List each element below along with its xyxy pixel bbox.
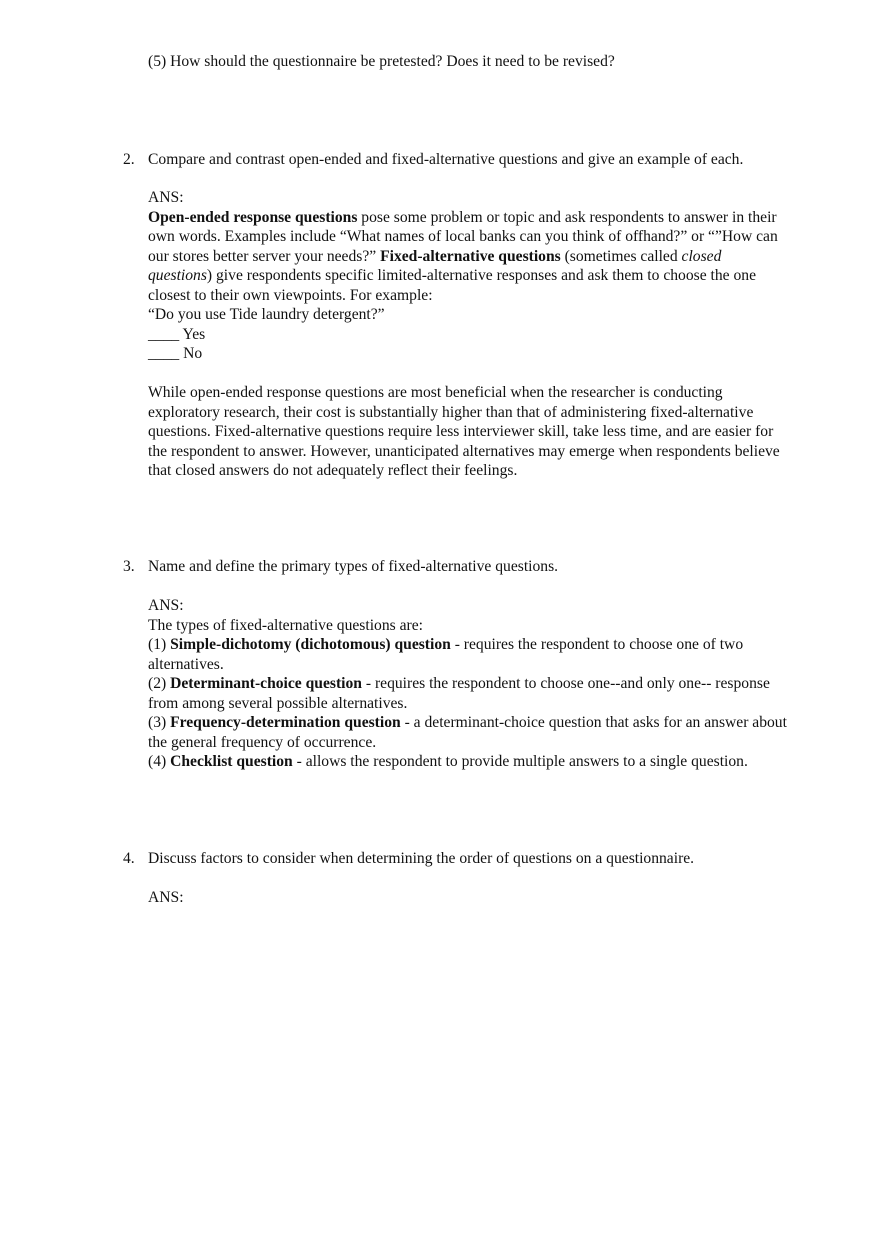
q4-answer-block <box>148 888 184 908</box>
text-segment: - requires the respondent to choose one of two <box>450 636 744 653</box>
text-line <box>148 286 778 306</box>
text-line <box>148 422 780 442</box>
text-segment: closest to their own viewpoints. For example: <box>148 286 433 304</box>
italic-text: closed <box>681 247 722 265</box>
text-line <box>148 325 778 345</box>
text-segment: While open-ended response questions are most beneficial when the researcher is conducting <box>148 384 723 401</box>
text-segment: (3) <box>148 714 171 731</box>
text-segment: - allows the respondent to provide multiple answers to a single question. <box>292 753 748 770</box>
text-line <box>148 383 780 403</box>
text-segment: exploratory research, their cost is substantially higher than that of administering fixed-alternative <box>148 403 754 421</box>
text-segment: ANS: <box>148 189 184 206</box>
text-segment: (1) <box>148 636 171 653</box>
text-line <box>148 227 778 247</box>
q4-number: 4. <box>123 850 135 867</box>
text-line <box>148 305 778 325</box>
text-line <box>148 616 787 636</box>
text-segment: - a determinant-choice question that asks for an answer about <box>400 714 787 731</box>
text-line <box>148 266 778 286</box>
q1-item5-block <box>148 52 615 72</box>
text-line <box>148 674 787 694</box>
text-line <box>148 442 780 462</box>
text-segment: (2) <box>148 675 171 692</box>
text-line <box>148 635 787 655</box>
text-line <box>148 888 184 908</box>
bold-term: Fixed-alternative questions <box>380 247 561 265</box>
text-line <box>148 752 787 772</box>
text-line <box>148 461 780 481</box>
text-segment: ____ Yes <box>148 325 206 343</box>
text-segment: that closed answers do not adequately reflect their feelings. <box>148 462 518 479</box>
q2-discussion-block <box>148 383 780 481</box>
q2-answer-block <box>148 188 778 364</box>
text-segment: the general frequency of occurrence. <box>148 733 377 751</box>
q4-block <box>148 849 694 869</box>
text-segment: ANS: <box>148 889 184 906</box>
text-segment: ) give respondents specific limited-alternative responses and ask them to choose the one <box>206 267 757 284</box>
text-line <box>148 150 743 170</box>
text-segment: alternatives. <box>148 655 224 673</box>
text-segment: from among several possible alternatives. <box>148 694 408 712</box>
text-segment: ____ No <box>148 345 203 362</box>
italic-text: questions <box>148 267 207 284</box>
text-line <box>148 733 787 753</box>
text-line <box>148 188 778 208</box>
q2-block <box>148 150 743 170</box>
text-line <box>148 596 787 616</box>
text-segment: (sometimes called <box>560 247 682 265</box>
text-line <box>148 247 778 267</box>
text-segment: the respondent to answer. However, unanticipated alternatives may emerge when respondents believe <box>148 442 780 460</box>
text-line <box>148 694 787 714</box>
text-segment: pose some problem or topic and ask respondents to answer in their <box>357 208 777 226</box>
text-segment: ANS: <box>148 597 184 614</box>
text-segment: Discuss factors to consider when determining the order of questions on a questionnaire. <box>148 850 695 867</box>
text-segment: - requires the respondent to choose one--and only one-- response <box>361 675 770 692</box>
q2-number: 2. <box>123 151 135 168</box>
text-segment: our stores better server your needs?” <box>148 247 381 265</box>
text-line <box>148 403 780 423</box>
text-line <box>148 655 787 675</box>
text-segment: (5) How should the questionnaire be pretested? Does it need to be revised? <box>148 53 615 70</box>
text-segment: Compare and contrast open-ended and fixed-alternative questions and give an example of each. <box>148 151 744 168</box>
text-segment: “Do you use Tide laundry detergent?” <box>148 306 385 323</box>
bold-term: Simple-dichotomy (dichotomous) question <box>170 636 451 653</box>
text-segment: Name and define the primary types of fixed-alternative questions. <box>148 558 559 575</box>
q3-answer-block <box>148 596 787 772</box>
text-line <box>148 344 778 364</box>
text-segment: own words. Examples include “What names of local banks can you think of offhand?” or “”How can <box>148 228 778 245</box>
text-line <box>148 557 558 577</box>
text-line <box>148 208 778 228</box>
q3-block <box>148 557 558 577</box>
text-segment: questions. Fixed-alternative questions require less interviewer skill, take less time, and are easier for <box>148 423 774 440</box>
bold-term: Checklist question <box>170 753 293 770</box>
bold-term: Open-ended response questions <box>148 208 358 226</box>
text-line <box>148 713 787 733</box>
bold-term: Determinant-choice question <box>170 675 362 692</box>
text-line <box>148 849 694 869</box>
text-line <box>148 52 615 72</box>
text-segment: (4) <box>148 753 171 770</box>
bold-term: Frequency-determination question <box>170 714 401 731</box>
text-segment: The types of fixed-alternative questions are: <box>148 616 423 634</box>
q3-number: 3. <box>123 558 135 575</box>
